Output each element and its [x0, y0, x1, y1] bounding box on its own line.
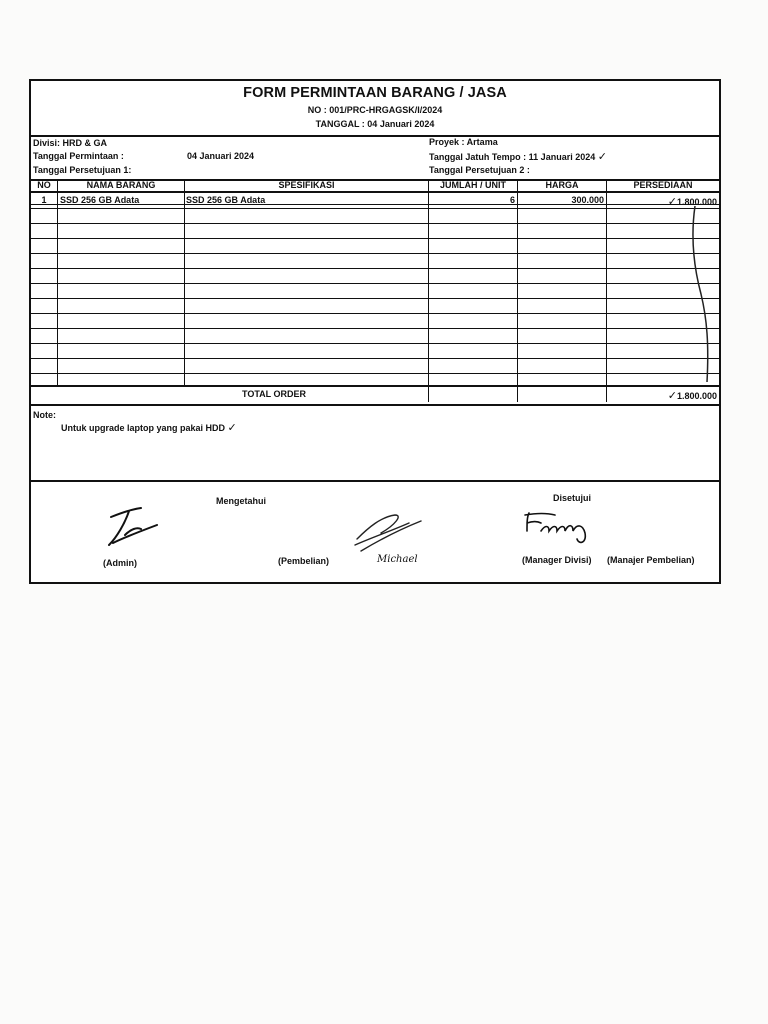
- check-mark-icon: ✓: [667, 196, 677, 208]
- tanggal-permintaan-value: 04 Januari 2024: [187, 151, 255, 161]
- row1-harga: 300.000: [571, 195, 604, 205]
- note-section: [31, 404, 719, 482]
- request-form: [29, 79, 721, 584]
- pembelian-signature-icon: [351, 511, 426, 556]
- header-persediaan: PERSEDIAAN: [633, 180, 693, 190]
- header-nama-barang: NAMA BARANG: [86, 180, 156, 190]
- manager-divisi-signature-icon: [521, 509, 596, 549]
- row1-no: 1: [41, 195, 47, 205]
- tanggal-permintaan-label: Tanggal Permintaan :: [33, 151, 124, 161]
- row1-spesifikasi: SSD 256 GB Adata: [186, 195, 266, 205]
- total-order-label: TOTAL ORDER: [241, 389, 306, 399]
- row1-jumlah: 6: [509, 195, 515, 205]
- disetujui-label: Disetujui: [553, 493, 592, 503]
- row1-persediaan-value: 1.800.000: [676, 197, 717, 207]
- total-order-value: 1.800.000: [676, 391, 717, 401]
- header-spesifikasi: SPESIFIKASI: [278, 180, 335, 190]
- header-harga: HARGA: [545, 180, 579, 190]
- note-label: Note:: [33, 410, 56, 420]
- header-no: NO: [37, 180, 51, 190]
- tanggal-jatuh-tempo-text: Tanggal Jatuh Tempo : 11 Januari 2024: [429, 152, 596, 162]
- admin-signature-icon: [101, 505, 161, 550]
- check-mark-icon: ✓: [667, 390, 677, 402]
- row1-nama: SSD 256 GB Adata: [60, 195, 140, 205]
- form-title: FORM PERMINTAAN BARANG / JASA: [243, 85, 507, 101]
- total-order: [607, 389, 717, 402]
- manajer-pembelian-label: (Manajer Pembelian): [607, 555, 695, 565]
- manager-divisi-label: (Manager Divisi): [522, 555, 592, 565]
- admin-label: (Admin): [103, 558, 137, 568]
- form-number: NO : 001/PRC-HRGAGSK/I/2024: [307, 105, 443, 115]
- divisi-label: Divisi: HRD & GA: [33, 138, 108, 148]
- header-jumlah-unit: JUMLAH / UNIT: [440, 180, 506, 190]
- check-mark-icon: ✓: [597, 151, 607, 163]
- tanggal-persetujuan2-label: Tanggal Persetujuan 2 :: [429, 165, 530, 175]
- form-date: TANGGAL : 04 Januari 2024: [315, 119, 435, 129]
- handwritten-bracket-icon: [671, 204, 711, 384]
- tanggal-jatuh-tempo-label: [429, 152, 607, 163]
- pembelian-signer-name: Michael: [377, 554, 418, 565]
- check-mark-icon: ✓: [227, 422, 237, 434]
- items-table: [31, 179, 719, 404]
- note-text: Untuk upgrade laptop yang pakai HDD: [61, 423, 226, 433]
- proyek-label: Proyek : Artama: [429, 137, 498, 147]
- mengetahui-label: Mengetahui: [216, 496, 267, 506]
- note-content: [61, 423, 237, 434]
- pembelian-label: (Pembelian): [278, 556, 330, 566]
- tanggal-persetujuan1-label: Tanggal Persetujuan 1:: [33, 165, 132, 175]
- form-header: [31, 81, 719, 137]
